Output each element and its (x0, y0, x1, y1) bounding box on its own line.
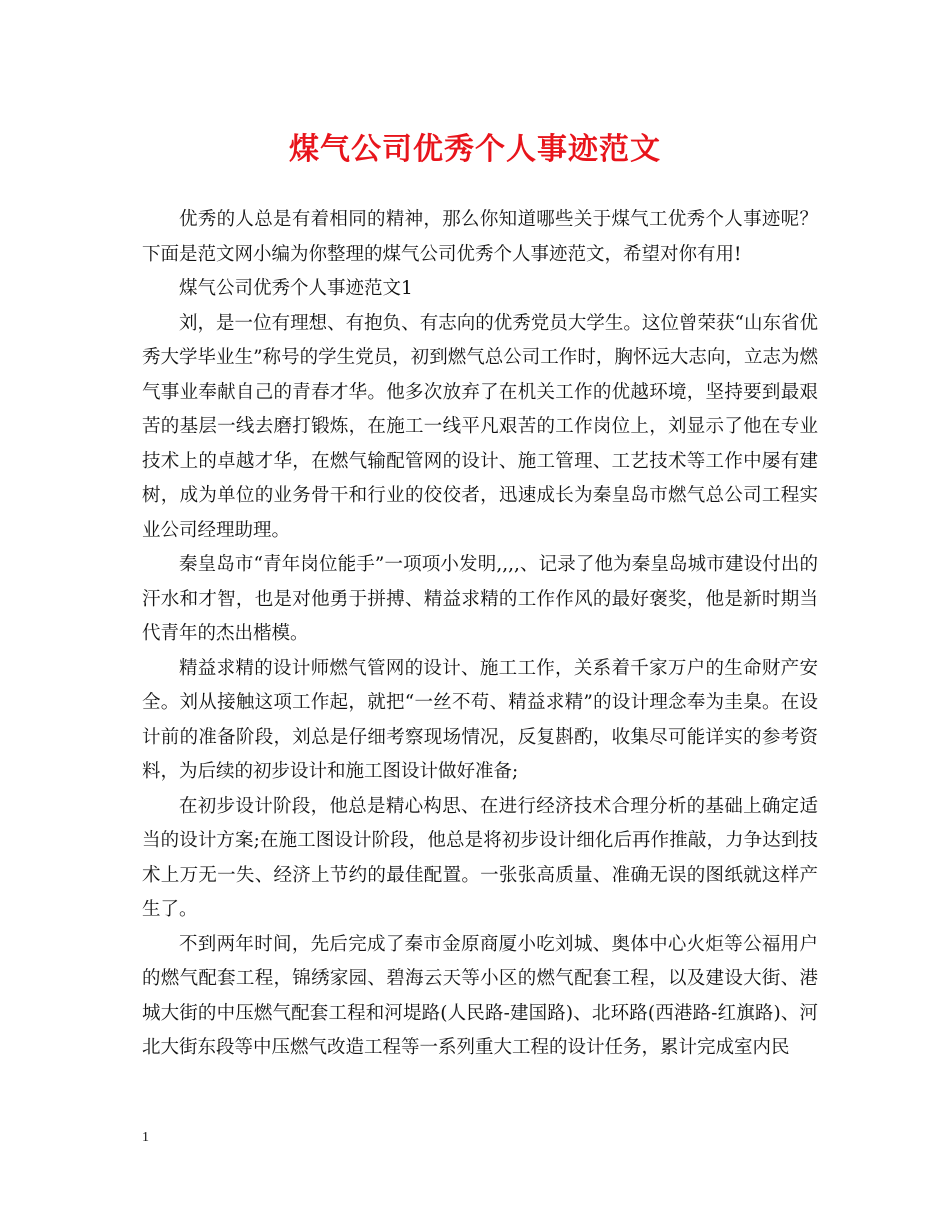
paragraph-projects: 不到两年时间，先后完成了秦市金原商厦小吃刘城、奥体中心火炬等公福用户的燃气配套工程，锦绣家园、碧海云天等小区的燃气配套工程，以及建设大街、港城大街的中压燃气配套工程和河堤路(人民路-建国路)、北环路(西港路-红旗路)、河北大街东段等中压燃气改造工程等一系列重大工程的设计任务，累计完成室内民 (142, 933, 818, 1058)
paragraph-design: 精益求精的设计师燃气管网的设计、施工工作，关系着千家万户的生命财产安全。刘从接触这项工作起，就把“一丝不苟、精益求精”的设计理念奉为圭臬。在设计前的准备阶段，刘总是仔细考察现场情况，反复斟酌，收集尽可能详实的参考资料，为后续的初步设计和施工图设计做好准备; (142, 657, 818, 782)
document-body (142, 203, 818, 1066)
section-heading: 煤气公司优秀个人事迹范文1 (179, 278, 413, 299)
document-title: 煤气公司优秀个人事迹范文 (289, 132, 661, 167)
paragraph-profile: 刘，是一位有理想、有抱负、有志向的优秀党员大学生。这位曾荣获“山东省优秀大学毕业生”称号的学生党员，初到燃气总公司工作时，胸怀远大志向，立志为燃气事业奉献自己的青春才华。他多次放弃了在机关工作的优越环境，坚持要到最艰苦的基层一线去磨打锻炼，在施工一线平凡艰苦的工作岗位上，刘显示了他在专业技术上的卓越才华，在燃气输配管网的设计、施工管理、工艺技术等工作中屡有建树，成为单位的业务骨干和行业的佼佼者，迅速成长为秦皇岛市燃气总公司工程实业公司经理助理。 (142, 312, 818, 541)
paragraph-honor: 秦皇岛市“青年岗位能手”一项项小发明,,,,、记录了他为秦皇岛城市建设付出的汗水和才智，也是对他勇于拼搏、精益求精的工作作风的最好褒奖，他是新时期当代青年的杰出楷模。 (142, 554, 818, 644)
paragraph-preliminary-design: 在初步设计阶段，他总是精心构思、在进行经济技术合理分析的基础上确定适当的设计方案;在施工图设计阶段，他总是将初步设计细化后再作推敲，力争达到技术上万无一失、经济上节约的最佳配置。一张张高质量、准确无误的图纸就这样产生了。 (142, 795, 818, 920)
page-number: 1 (142, 1130, 149, 1145)
paragraph-intro: 优秀的人总是有着相同的精神，那么你知道哪些关于煤气工优秀个人事迹呢？下面是范文网小编为你整理的煤气公司优秀个人事迹范文，希望对你有用! (142, 209, 818, 265)
